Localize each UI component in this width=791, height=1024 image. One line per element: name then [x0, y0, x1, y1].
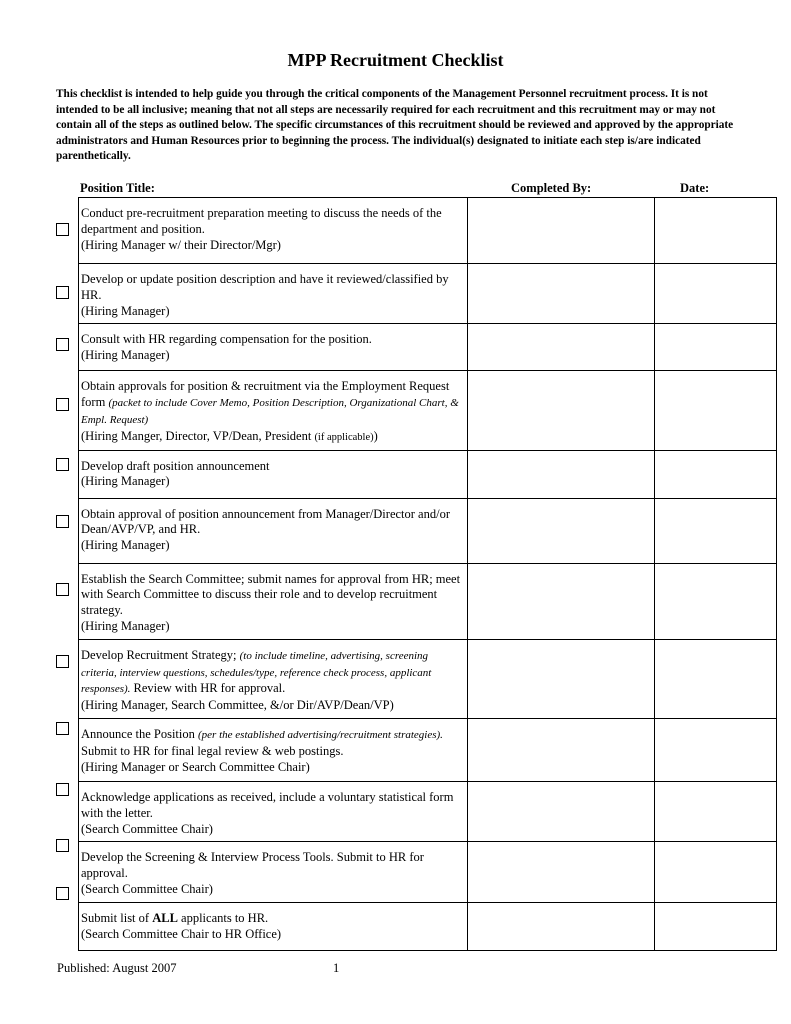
step-checkbox[interactable] — [56, 655, 69, 668]
page-number: 1 — [333, 961, 340, 975]
task-cell — [79, 718, 468, 781]
task-text: Develop draft position announcement — [81, 458, 270, 473]
task-responsible: (Search Committee Chair) — [81, 821, 213, 836]
task-text: Establish the Search Committee; submit names for approval from HR; meet with Search Committee to discuss their role and to develop recruitment strategy. — [81, 571, 461, 618]
step-checkbox[interactable] — [56, 338, 69, 351]
task-responsible-note: (if applicable) — [314, 431, 374, 443]
table-row — [79, 371, 777, 450]
table-row — [79, 842, 777, 902]
task-text: Obtain approval of position announcement from Manager/Director and/or Dean/AVP/VP, and HR. — [81, 506, 450, 537]
completed-by-cell[interactable] — [468, 639, 655, 718]
page-title: MPP Recruitment Checklist — [287, 50, 504, 70]
task-cell — [79, 639, 468, 718]
table-row — [79, 324, 777, 371]
completed-by-cell[interactable] — [468, 264, 655, 324]
table-row — [79, 563, 777, 639]
step-checkbox[interactable] — [56, 783, 69, 796]
task-cell — [79, 563, 468, 639]
completed-by-cell[interactable] — [468, 902, 655, 950]
task-text-cont: applicants to HR. — [181, 910, 269, 925]
step-checkbox[interactable] — [56, 583, 69, 596]
task-text: Conduct pre-recruitment preparation meeting to discuss the needs of the department and position. — [81, 206, 442, 236]
completed-by-cell[interactable] — [468, 498, 655, 563]
date-cell[interactable] — [655, 902, 777, 950]
task-responsible: (Hiring Manager) — [81, 618, 170, 633]
completed-by-header: Completed By: — [511, 181, 592, 195]
completed-by-cell[interactable] — [468, 781, 655, 841]
task-cell — [79, 324, 468, 371]
task-responsible: (Hiring Manager w/ their Director/Mgr) — [81, 237, 281, 252]
task-note: (per the established advertising/recruitment strategies). — [198, 728, 443, 741]
date-cell[interactable] — [655, 450, 777, 498]
date-cell[interactable] — [655, 498, 777, 563]
table-row — [79, 718, 777, 781]
date-cell[interactable] — [655, 324, 777, 371]
task-text: Develop or update position description and have it reviewed/classified by HR. — [81, 272, 449, 302]
table-row — [79, 198, 777, 264]
task-cell — [79, 198, 468, 264]
step-checkbox[interactable] — [56, 515, 69, 528]
task-text: Develop the Screening & Interview Process Tools. Submit to HR for approval. — [81, 850, 424, 881]
date-cell[interactable] — [655, 198, 777, 264]
task-responsible: (Hiring Manger, Director, VP/Dean, President — [81, 428, 312, 443]
step-checkbox[interactable] — [56, 722, 69, 735]
task-text: Submit list of — [81, 910, 150, 925]
task-note: (to include timeline, advertising, screening criteria, interview questions, schedules/type, reference check process, applicant responses). — [81, 649, 432, 696]
date-cell[interactable] — [655, 639, 777, 718]
date-cell[interactable] — [655, 371, 777, 450]
task-cell — [79, 498, 468, 563]
step-checkbox[interactable] — [56, 286, 69, 299]
table-row — [79, 264, 777, 324]
task-text: Announce the Position — [81, 726, 195, 741]
date-header: Date: — [680, 181, 710, 195]
completed-by-cell[interactable] — [468, 371, 655, 450]
completed-by-cell[interactable] — [468, 198, 655, 264]
intro-paragraph: This checklist is intended to help guide you through the critical components of the Management Personnel recruitment process. It is not intended to be all inclusive; meaning that not all steps are necessarily required for each recruitment and this recruitment may or may not contain all of the steps as outlined below. The specific circumstances of this recruitment should be reviewed and approved by the appropriate administrators and Human Resources prior to beginning the process. The individual(s) designated to initiate each step is/are indicated parenthetically. — [56, 88, 734, 162]
table-row — [79, 498, 777, 563]
task-text-cont: Submit to HR for final legal review & web postings. — [81, 743, 344, 758]
date-cell[interactable] — [655, 781, 777, 841]
completed-by-cell[interactable] — [468, 718, 655, 781]
table-row — [79, 450, 777, 498]
task-responsible: (Hiring Manager, Search Committee, &/or Dir/AVP/Dean/VP) — [81, 698, 394, 713]
task-cell — [79, 264, 468, 324]
task-text: Develop Recruitment Strategy; — [81, 647, 237, 662]
task-responsible: (Hiring Manager) — [81, 474, 170, 489]
completed-by-cell[interactable] — [468, 450, 655, 498]
task-note: (packet to include Cover Memo, Position Description, Organizational Chart, & Empl. Request) — [81, 397, 459, 426]
completed-by-cell[interactable] — [468, 842, 655, 902]
table-row — [79, 902, 777, 950]
task-responsible-end: ) — [373, 428, 378, 443]
table-row — [79, 781, 777, 841]
date-cell[interactable] — [655, 842, 777, 902]
task-cell — [79, 371, 468, 450]
task-cell — [79, 450, 468, 498]
step-checkbox[interactable] — [56, 887, 69, 900]
completed-by-cell[interactable] — [468, 324, 655, 371]
step-checkbox[interactable] — [56, 223, 69, 236]
date-cell[interactable] — [655, 718, 777, 781]
task-responsible: (Hiring Manager) — [81, 303, 170, 318]
task-responsible: (Hiring Manager) — [81, 538, 170, 553]
task-responsible: (Search Committee Chair to HR Office) — [81, 926, 282, 941]
date-cell[interactable] — [655, 563, 777, 639]
published-date: Published: August 2007 — [57, 961, 177, 975]
step-checkbox[interactable] — [56, 839, 69, 852]
checklist-table — [78, 197, 777, 951]
task-text: Obtain approvals for position & recruitment via the Employment Request form — [81, 379, 450, 410]
task-text: Acknowledge applications as received, include a voluntary statistical form with the letter. — [81, 789, 454, 820]
task-cell — [79, 902, 468, 950]
task-text: Consult with HR regarding compensation for the position. — [81, 332, 372, 347]
step-checkbox[interactable] — [56, 398, 69, 411]
task-cell — [79, 781, 468, 841]
task-emphasis: ALL — [152, 910, 178, 925]
table-row — [79, 639, 777, 718]
step-checkbox[interactable] — [56, 458, 69, 471]
task-responsible: (Search Committee Chair) — [81, 881, 213, 896]
task-cell — [79, 842, 468, 902]
task-responsible: (Hiring Manager) — [81, 348, 170, 363]
date-cell[interactable] — [655, 264, 777, 324]
task-responsible: (Hiring Manager or Search Committee Chair) — [81, 759, 310, 774]
position-title-label: Position Title: — [80, 181, 155, 195]
completed-by-cell[interactable] — [468, 563, 655, 639]
task-text-cont: Review with HR for approval. — [133, 681, 286, 696]
